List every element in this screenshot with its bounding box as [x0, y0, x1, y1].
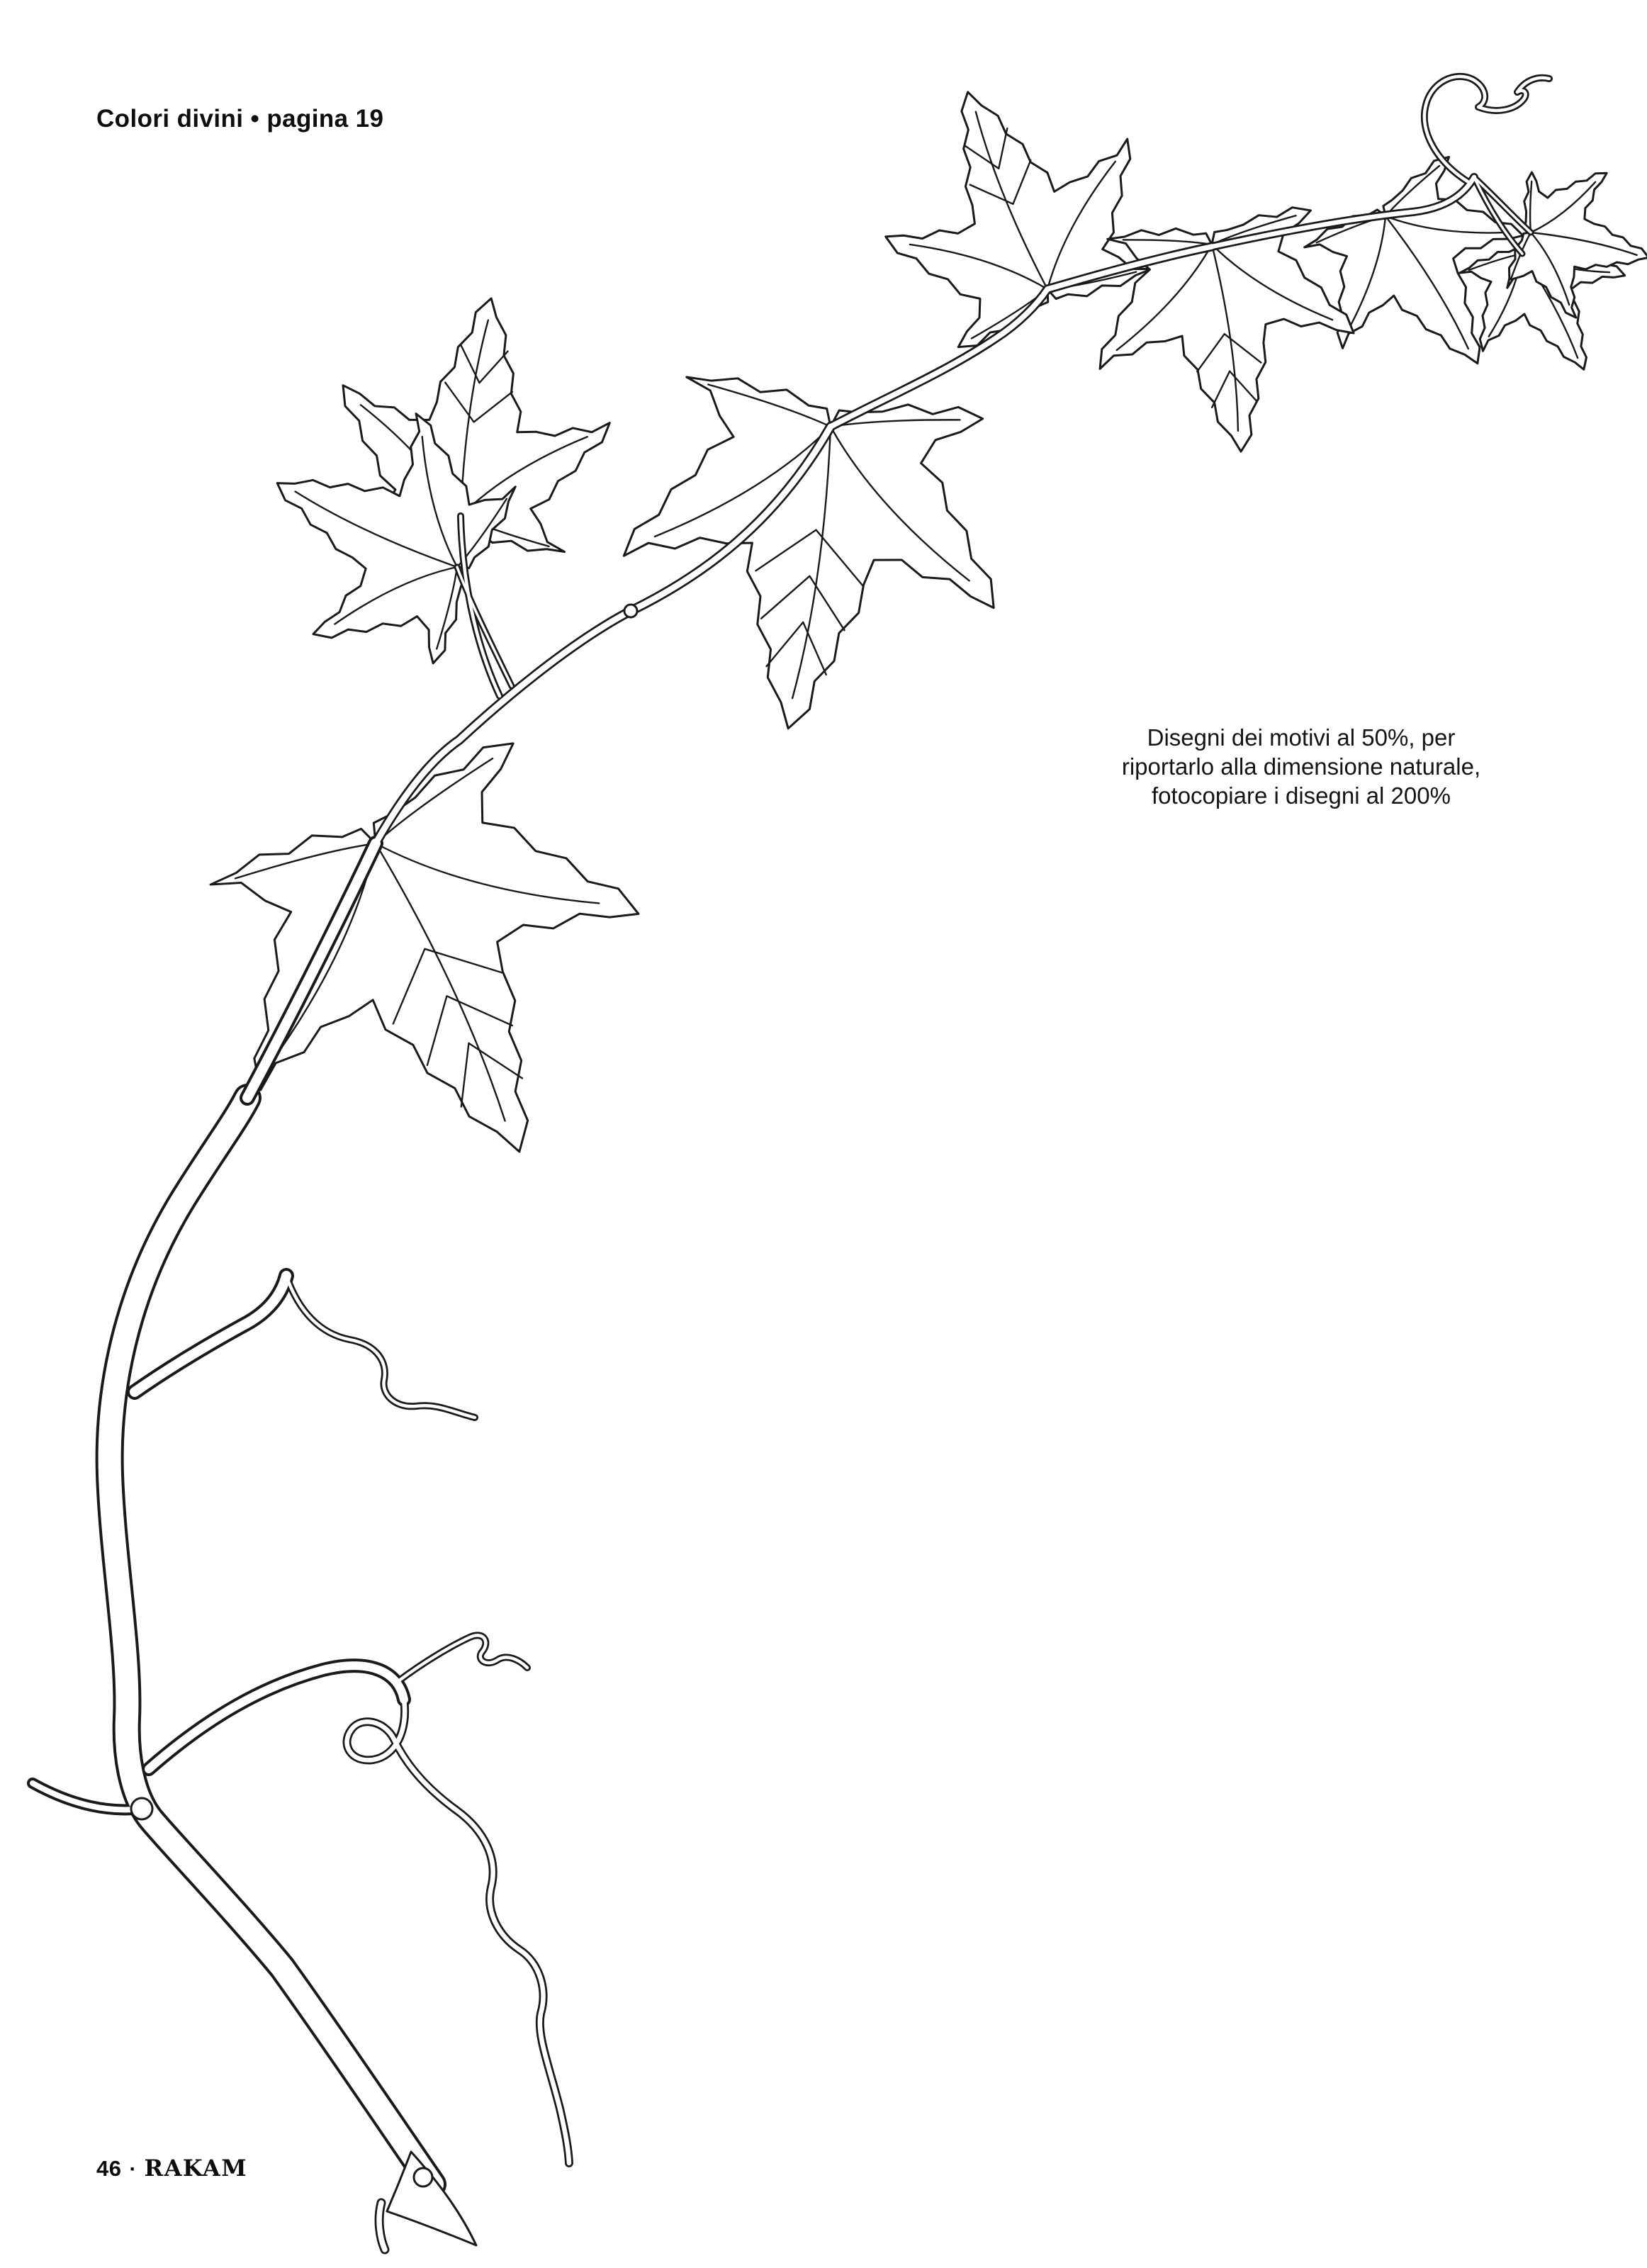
grape-leaf: [169, 718, 709, 1240]
instruction-line-2: riportarlo alla dimensione naturale,: [1121, 753, 1481, 780]
stem-node-circle: [131, 1798, 152, 1819]
vine-stems-under: [33, 1098, 569, 2184]
vine-leaves: [169, 43, 1647, 1240]
stem-node-circle: [624, 605, 637, 617]
footer-separator: ·: [129, 2157, 137, 2181]
instruction-line-1: Disegni dei motivi al 50%, per: [1147, 724, 1456, 751]
grape-leaf: [603, 364, 1021, 754]
page-number: 46: [96, 2156, 122, 2181]
page-footer: [96, 2155, 247, 2182]
stem-node-circle: [414, 2168, 432, 2186]
instruction-note: [1053, 723, 1549, 810]
magazine-name: RAKAM: [144, 2155, 248, 2182]
instruction-line-3: fotocopiare i disegni al 200%: [1152, 782, 1451, 809]
page-title: Colori divini • pagina 19: [96, 105, 384, 133]
